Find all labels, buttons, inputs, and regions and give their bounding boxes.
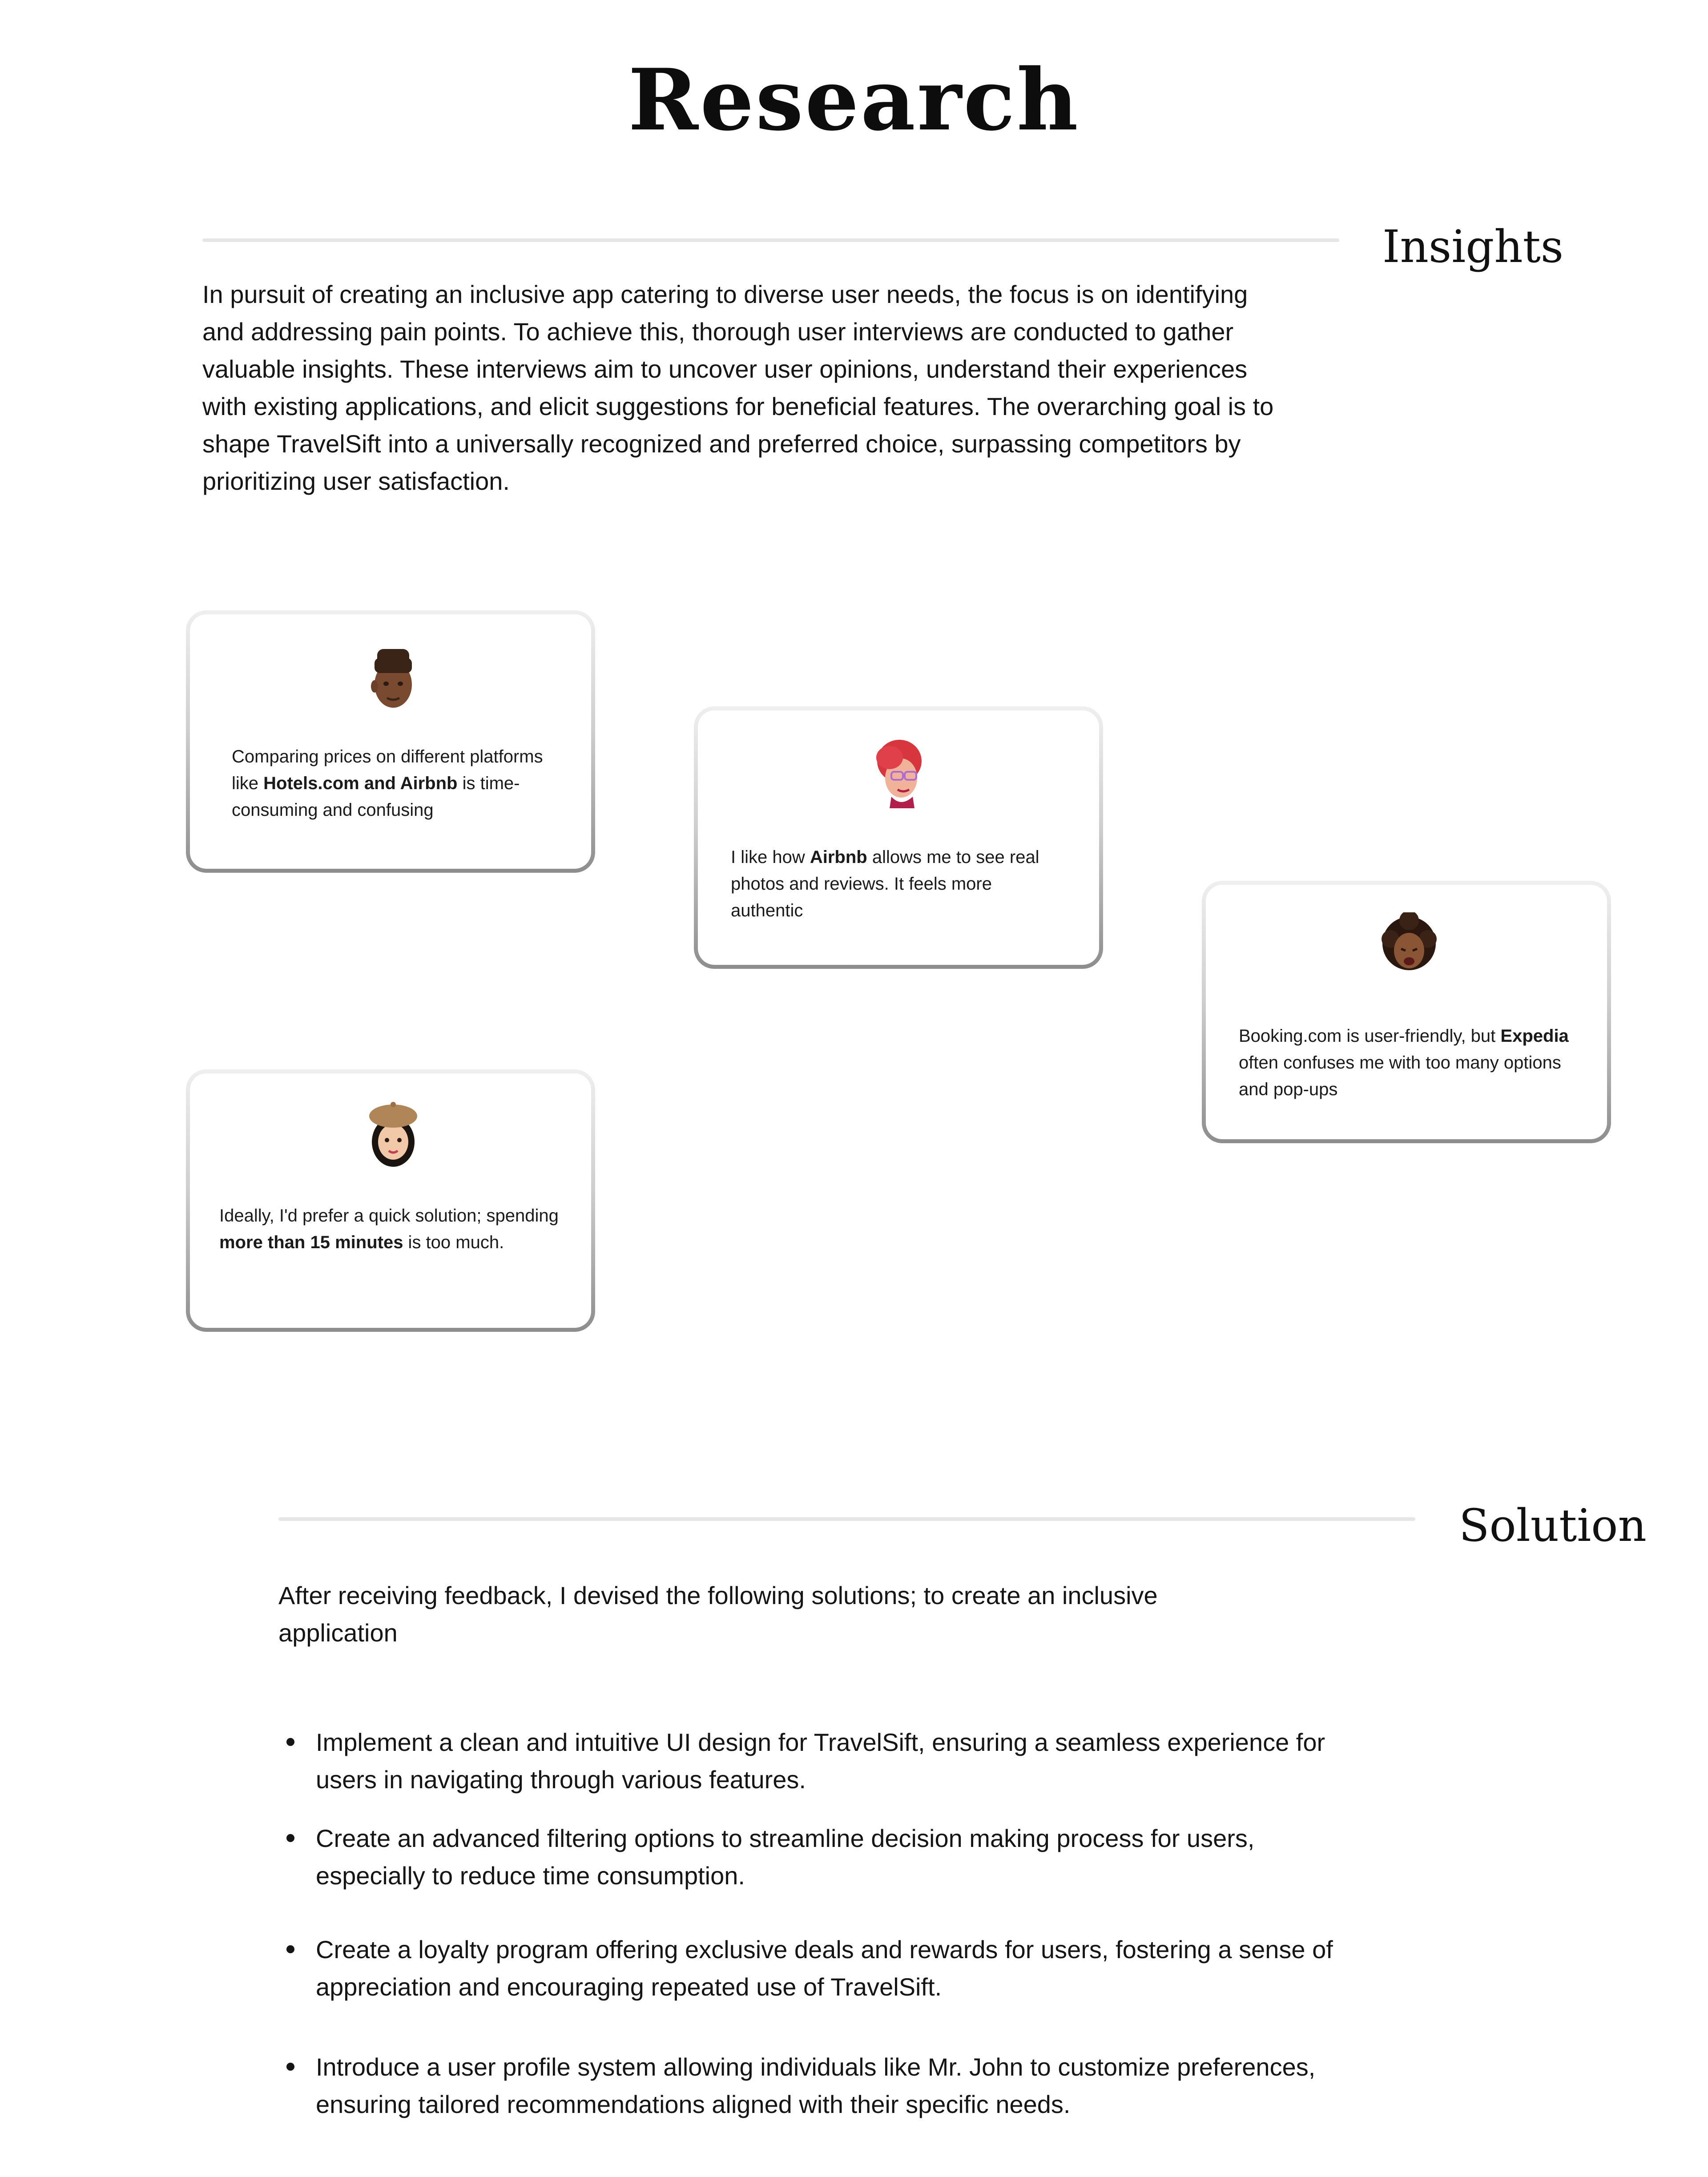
quote-segment: often confuses me with too many options and pop-ups	[1239, 1053, 1561, 1099]
solution-item-text: Create an advanced filtering options to streamline decision making process for users, especially to reduce time consumption.	[316, 1824, 1255, 1890]
solution-item	[278, 2048, 1339, 2123]
quote-segment: Ideally, I'd prefer a quick solution; spending	[219, 1206, 559, 1226]
quote-segment: I like how	[731, 847, 810, 867]
solution-item-text: Introduce a user profile system allowing individuals like Mr. John to customize preferences, ensuring tailored recommendations aligned with their specific needs.	[316, 2053, 1316, 2118]
memoji-woman-curly-hair-icon	[1380, 912, 1438, 984]
quote-segment: allows me to see real photos and reviews. It feels more authentic	[731, 847, 1039, 920]
bullet-dot	[286, 1945, 294, 1953]
solution-item	[278, 1931, 1339, 2006]
bullet-dot	[286, 1834, 294, 1842]
quote-segment: Booking.com is user-friendly, but	[1239, 1026, 1501, 1046]
solution-item-text: Implement a clean and intuitive UI design for TravelSift, ensuring a seamless experience for users in navigating through various features.	[316, 1728, 1325, 1794]
quote-segment: is too much.	[403, 1233, 504, 1252]
insights-heading: Insights	[1382, 221, 1564, 273]
quote-highlight: Hotels.com and Airbnb	[263, 774, 458, 793]
quote-segment: is time-consuming and confusing	[232, 774, 520, 820]
quote-highlight: more than 15 minutes	[219, 1233, 403, 1252]
solution-item	[278, 1724, 1339, 1798]
bullet-dot	[286, 1738, 294, 1746]
solution-item-text: Create a loyalty program offering exclusive deals and rewards for users, fostering a sense of appreciation and encouraging repeated use of TravelSift.	[316, 1935, 1333, 2001]
quote-highlight: Airbnb	[810, 847, 867, 867]
quote-highlight: Expedia	[1500, 1026, 1569, 1046]
solution-item	[278, 1820, 1339, 1895]
page-title: Research	[628, 50, 1080, 149]
insights-intro: In pursuit of creating an inclusive app catering to diverse user needs, the focus is on identifying and addressing pain points. To achieve this, thorough user interviews are conducted to gather valuable insights. These interviews aim to uncover user opinions, understand their experiences with existing applications, and elicit suggestions for beneficial features. The overarching goal is to shape TravelSift into a universally recognized and preferred choice, surpassing competitors by prioritizing user satisfaction.	[202, 280, 1274, 495]
solution-intro: After receiving feedback, I devised the following solutions; to create an inclusive application	[278, 1581, 1158, 1647]
solution-list	[278, 0, 1346, 2177]
solution-heading: Solution	[1459, 1500, 1647, 1552]
quote-segment: Comparing prices on different platforms like	[232, 747, 543, 793]
bullet-dot	[286, 2063, 294, 2071]
